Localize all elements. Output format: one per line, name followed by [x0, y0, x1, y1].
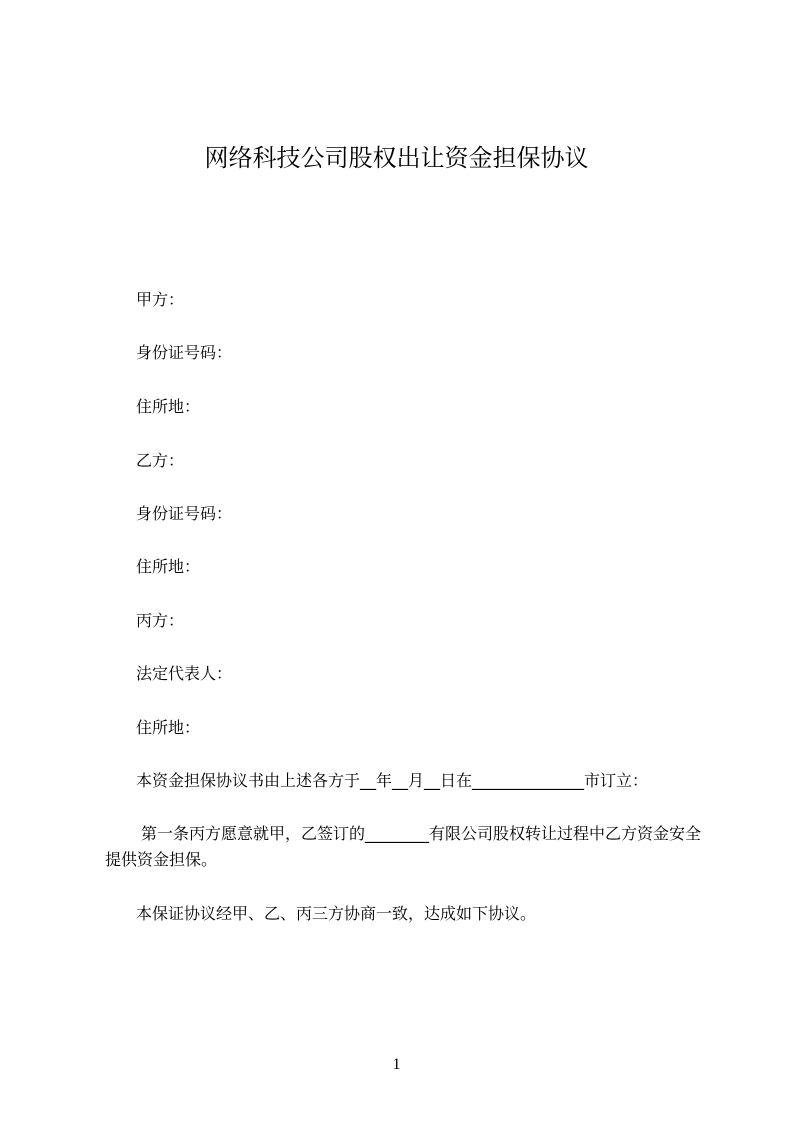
article-1-line-1: 第一条丙方愿意就甲，乙签订的________有限公司股权转让过程中乙方资金安全 — [141, 824, 702, 843]
article-1-line-2: 提供资金担保。 — [105, 850, 218, 869]
agreement-intro: 本资金担保协议书由上述各方于__年__月__日在______________市订立： — [136, 771, 649, 790]
party-c-representative-label: 法定代表人： — [136, 664, 233, 683]
party-c-address-label: 住所地： — [136, 718, 201, 737]
party-b-label: 乙方： — [136, 451, 185, 470]
party-b-address-label: 住所地： — [136, 557, 201, 576]
page-number: 1 — [392, 1056, 401, 1073]
party-a-label: 甲方： — [136, 290, 185, 309]
document-title: 网络科技公司股权出让资金担保协议 — [204, 144, 589, 172]
party-a-address-label: 住所地： — [136, 397, 201, 416]
party-c-label: 丙方： — [136, 611, 185, 630]
party-a-id-label: 身份证号码： — [136, 343, 233, 362]
agreement-closing: 本保证协议经甲、乙、丙三方协商一致，达成如下协议。 — [136, 904, 537, 923]
party-b-id-label: 身份证号码： — [136, 504, 233, 523]
